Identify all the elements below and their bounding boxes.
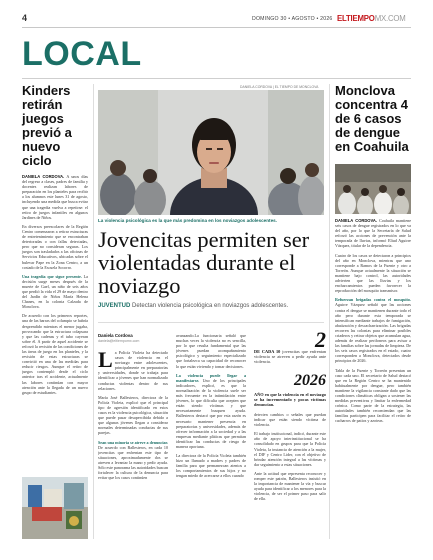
main-col-1 xyxy=(98,350,168,540)
left-story-p4: De acuerdo con los primeros reportes, una de las barras del columpio se habría desprendido mientras el menor jugaba, provocando que la estructura colapsara y que las cadenas y el tubo cayeran sobre él. A partir de aquel accidente se reforzó la revisión de las condiciones de las áreas de juego en los planteles, y la revisión de estas estructuras se convirtió en una de las medidas para reducir riesgos. Aunque el retiro de juegos contempló desde el ciclo anterior tras el accidente, actualmente las labores continúan con mayor atención ante la llegada de un nuevo grupo de estudiantes. xyxy=(22,313,88,395)
column-divider-left xyxy=(93,84,94,539)
stat-box-2 xyxy=(254,372,326,409)
left-story-p1: A unos días del regreso a clases, padres de familia y docentes realizan labores de preparación en los planteles para recibir a los alumnos este lunes 31 de agosto, incluyendo una medida que busca evitar que una tragedia vuelva a repetirse: el retiro de juegos infantiles en algunos Jardines de Niños. xyxy=(22,174,89,220)
left-story-subhead: Una tragedia que sigue presente. xyxy=(22,273,82,279)
hero-photo xyxy=(98,90,324,215)
left-story-intro xyxy=(22,174,88,220)
main-subhead-label: JUVENTUD xyxy=(98,303,131,309)
main-col-3 xyxy=(254,327,327,536)
main-col2-p3: La directora de la Policía Violeta también hizo un llamado a madres y padres de familia para que permanezcan atentos a los comportamientos de sus hijos y no tengan miedo de acercarse a ellos cuando xyxy=(176,453,246,479)
main-col3-p1: detecten cambios o señales que puedan indicar que están siendo víctima de violencia. xyxy=(254,412,326,428)
brand-name: ELTIEMPO xyxy=(337,14,375,23)
brand-suffix: MX.COM xyxy=(374,14,406,23)
column-divider-right xyxy=(329,84,330,539)
right-story-headline: Monclova concentra 4 de 6 casos de dengue en Coahuila xyxy=(335,83,409,154)
main-col2-p1: avanzando.La funcionaria señaló que muchas veces la violencia no es sencilla, por lo que resulta fundamental que las jóvenes puedan acompañamiento psicológico y seguimiento especializado que fortalezca su capacidad de reconocer lo que están viviendo y tomar decisiones. xyxy=(176,333,246,369)
stat-box-1 xyxy=(254,327,327,371)
main-col1-p3-text: De acuerdo con Ballesteros, en cada 10 jovencitas que enfrentan este tipo de situaciones, aproximadamente dos se atreven a levantar la mano y pedir ayuda. Sólo este panorama las autoridades buscan fortalecer la cultura de la denuncia para evitar que los casos continúen xyxy=(98,444,168,481)
main-col3-text xyxy=(254,412,326,536)
photo-credit: DANIELA CORDOVA | EL TIEMPO DE MONCLOVA xyxy=(240,85,319,89)
header-rule xyxy=(22,27,411,28)
main-subhead xyxy=(98,303,324,310)
main-col3-p2: El trabajo institucional, indicó, durante este año de apoyo interinstitucional se ha consolidado en grupos para que la Policía Violeta, la instancia de atención a la mujer, el DIF y Centro Lider, con el objetivo de brindar atención integral a las víctimas y dar seguimiento a estas situaciones. xyxy=(254,431,326,467)
brand-logo[interactable] xyxy=(337,14,406,23)
main-subhead-text: Detectan violencia psicológica en noviazgos adolescentes. xyxy=(132,303,289,309)
right-story-subhead: Refuerzan brigadas contra el mosquito. xyxy=(335,297,411,303)
stat1-number: 2 xyxy=(315,327,326,352)
right-story-p1: Coahuila mantiene seis casos de dengue registrados en lo que va del año, por lo que la Secretaría de Salud reforzó las acciones de prevención ante la temporada de lluvias, informó Eliud Aguirre Vázquez, titular de la dependencia. xyxy=(335,218,411,249)
right-story-body xyxy=(335,218,411,540)
left-story-p3 xyxy=(22,274,88,310)
right-story-p4: Tabla de la Fuente y Torreón presentan un caso cada uno. El secretario de Salud destacó que en la Región Centro se ha mantenido habitualmente por dengue, pero también mantiene la vigilancia constante dado que las condiciones climáticas obligan a sostener las medidas preventivas y limitar la enfermedad crónica. Como parte de la estrategia, las autoridades también recomiendan que las familias participen para facilitar el retiro de cacharros de patios y azoteas. xyxy=(335,367,411,424)
left-story-byline: DANIELA CORDOVA. xyxy=(22,174,65,179)
main-col1-p2: María José Ballesteros, directora de la Policía Violeta, explicó que el principal tipo de agresión identificado en estos casos es la violencia psicológica, situación que puede pasar desapercibida debido a que algunas jóvenes llegan a considerar normales determinadas conductas de sus parejas. xyxy=(98,394,168,436)
main-col2-p2 xyxy=(176,373,246,449)
main-col2-p2-text: Uno de los principales indicadores, explicó, es que la normalización de la violencia suele ser más frecuente en la intimidación entre jóvenes, lo que dificulta que acepten que están siendo víctimas y que necesariamente busquen ayuda. Ballesteros destacó que por esta razón es necesario mantener presencia en preparatorias y universidades, además de ofrecer información a la sociedad y a las empresas mediante pláticas que permitan identificar las conductas de riesgo de manera oportuna. xyxy=(176,377,246,449)
right-story-p2: Cuatro de los casos se detectaron a principios del año en Monclova, mientras que uno corresponde a Ramos de la Fuente y otro a Torreón. Aunque actualmente la situación se mantiene bajo control, las autoridades advierten que las lluvias y los encharcamientos pueden favorecer la reproducción del mosquito transmisor. xyxy=(335,252,411,294)
subhead-rule xyxy=(98,322,324,323)
right-story-intro xyxy=(335,218,411,249)
hero-photo-art xyxy=(98,90,324,215)
right-story-p3 xyxy=(335,297,411,363)
right-story-byline: DANIELA CORDOVA. xyxy=(335,218,378,223)
section-title: LOCAL xyxy=(22,35,142,73)
playground-photo xyxy=(22,477,88,539)
stat2-text: AÑO en que la violencia en el noviazgo se ha incrementado y pocas víctimas denuncian. xyxy=(254,392,326,408)
right-story xyxy=(335,84,411,154)
main-col-2 xyxy=(176,333,246,540)
main-col1-p1 xyxy=(98,350,168,391)
stat2-number: 2026 xyxy=(294,372,326,389)
main-col2-subhead: La violencia puede llegar a manifestarse. xyxy=(176,372,246,383)
page-number: 4 xyxy=(22,13,28,23)
dengue-photo-art xyxy=(335,164,411,214)
main-col1-subhead: Sean una minoría se atreve a denunciar. xyxy=(98,439,168,445)
playground-photo-art xyxy=(22,477,88,539)
main-col1-p3 xyxy=(98,440,168,481)
main-headline: Jovencitas permiten ser violentadas durante el noviazgo xyxy=(98,227,310,298)
left-story-p3-text: La decisión surge meses después de la muerte de Gael, un niño de seis años que perdió la vida el 29 de mayo dentro del Jardín de Niños María Helena Chanes, en la colonia Calzada de Monclova. xyxy=(22,273,88,310)
issue-date: DOMINGO 30 • AGOSTO • 2026 xyxy=(252,16,333,22)
dengue-photo xyxy=(335,164,411,214)
left-story-p2: En diversos preescolares de la Región Centro comenzaron a retirar estructuras de entretenimiento que se encontraban deterioradas o con fallas detectadas, pero que no consideran seguras. Los juegos son trasladados a las oficinas de Servicios Educativos, ubicadas sobre el bulevar Pape en la Zona Centro, a un costado de la Escuela Socorro. xyxy=(22,223,88,270)
right-story-p3-text: Aguirre Vázquez señaló que las acciones contra el dengue se mantienen durante todo el año pero durante esta temporada se intensifican mediante trabajos de fumigación, abatización y descacharrización. Las brigadas recorren las colonias para eliminar posibles criaderos y retirar objetos que acumulan agua, además de realizar perifoneos para avisar a las familias sobre las jornadas de limpieza. De los seis casos registrados en el estado, cuatro corresponden a Monclova, detectados desde principios de 2026. xyxy=(335,302,411,364)
stat1-desc: jovencitas que enfrentan violencia se atreven a pedir ayuda ante violencia. xyxy=(254,349,327,365)
main-col1-p1-text: a Policía Violeta ha detectado casos de violencia en el noviazgo entre adolescentes, principalmente en preparatorias y universidades, donde se trabaja para identificar a jóvenes que han normalizado conductas violentas dentro de sus relaciones. xyxy=(98,350,168,391)
main-byline-name: Daniela Cordova xyxy=(98,333,133,338)
stat1-text xyxy=(254,349,326,365)
drop-cap: L xyxy=(98,350,113,372)
main-col3-p3: Ante la actitud que representa reconocer y romper este patrón, Ballesteros insistió en la importancia de mantener la vía y buscar ayuda para identificar a los menores para la violencia, de ser el primer paso para salir de ella. xyxy=(254,470,326,502)
left-story-headline: Kinders retirán juegos previó a nuevo ciclo xyxy=(22,83,72,168)
main-byline-email: daniela@eltiempomx.com xyxy=(98,339,140,343)
left-story xyxy=(22,84,88,439)
section-rule xyxy=(22,78,411,79)
stat1-label: DE CADA 10 xyxy=(254,349,281,354)
photo-caption: La violencia psicológica es la que más predomina en los noviazgos adolescentes. xyxy=(98,218,277,223)
